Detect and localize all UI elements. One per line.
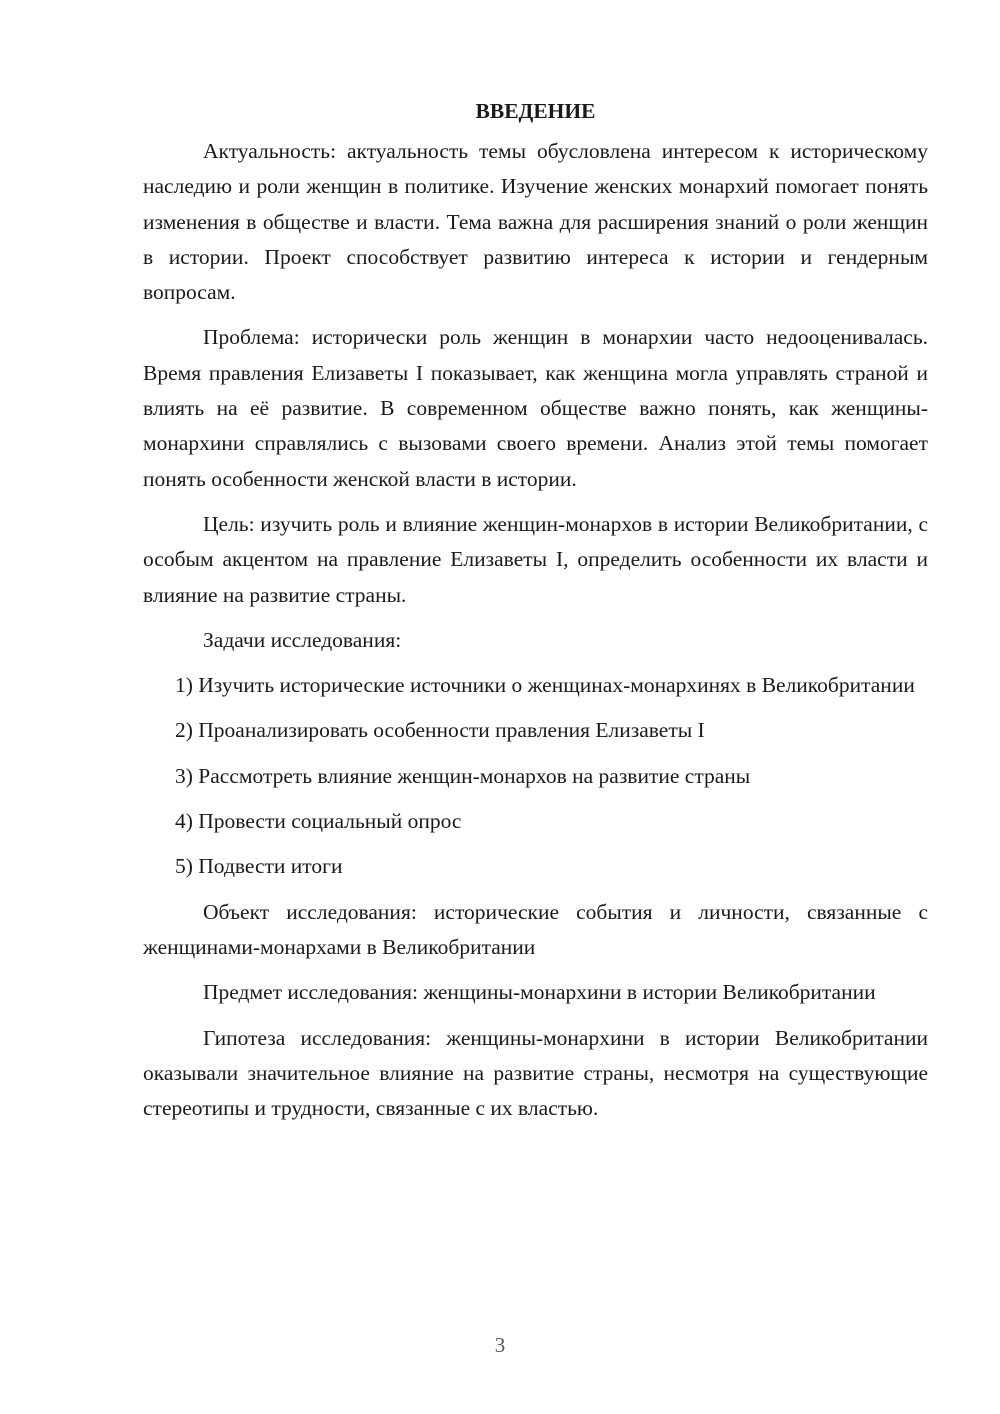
paragraph-subject: Предмет исследования: женщины-монархини в истории Великобритании [203, 980, 876, 1005]
tasks-heading: Задачи исследования: [203, 627, 402, 652]
paragraph-hypothesis: Гипотеза исследования: женщины-монархини в истории Великобритании оказывали значительное влияние на развитие страны, несмотря на существующие стереотипы и трудности, связанные с их властью. [143, 1025, 928, 1121]
paragraph-relevance: Актуальность: актуальность темы обусловлена интересом к историческому наследию и роли женщин в политике. Изучение женских монархий помогает понять изменения в обществе и власти. Тема важна для расширения знаний о роли женщин в истории. Проект способствует развитию интереса к истории и гендерным вопросам. [143, 139, 928, 305]
task-item-2: 2) Проанализировать особенности правления Елизаветы I [175, 718, 705, 743]
task-item-4: 4) Провести социальный опрос [175, 809, 462, 834]
paragraph-problem: Проблема: исторически роль женщин в монархии часто недооценивалась. Время правления Елизаветы I показывает, как женщина могла управлять страной и влиять на её развитие. В современном обществе важно понять, как женщины-монархини справлялись с вызовами своего времени. Анализ этой темы помогает понять особенности женской власти в истории. [143, 325, 928, 491]
task-item-3: 3) Рассмотреть влияние женщин-монархов на развитие страны [175, 763, 751, 788]
task-item-1: 1) Изучить исторические источники о женщинах-монархинях в Великобритании [175, 673, 915, 698]
section-title: ВВЕДЕНИЕ [475, 99, 596, 123]
paragraph-object: Объект исследования: исторические события и личности, связанные с женщинами-монархами в Великобритании [143, 899, 928, 959]
page-number: 3 [494, 1333, 506, 1357]
paragraph-goal: Цель: изучить роль и влияние женщин-монархов в истории Великобритании, с особым акцентом на правление Елизаветы I, определить особенности их власти и влияние на развитие страны. [143, 511, 928, 607]
task-item-5: 5) Подвести итоги [175, 854, 343, 879]
document-page [143, 92, 928, 1136]
